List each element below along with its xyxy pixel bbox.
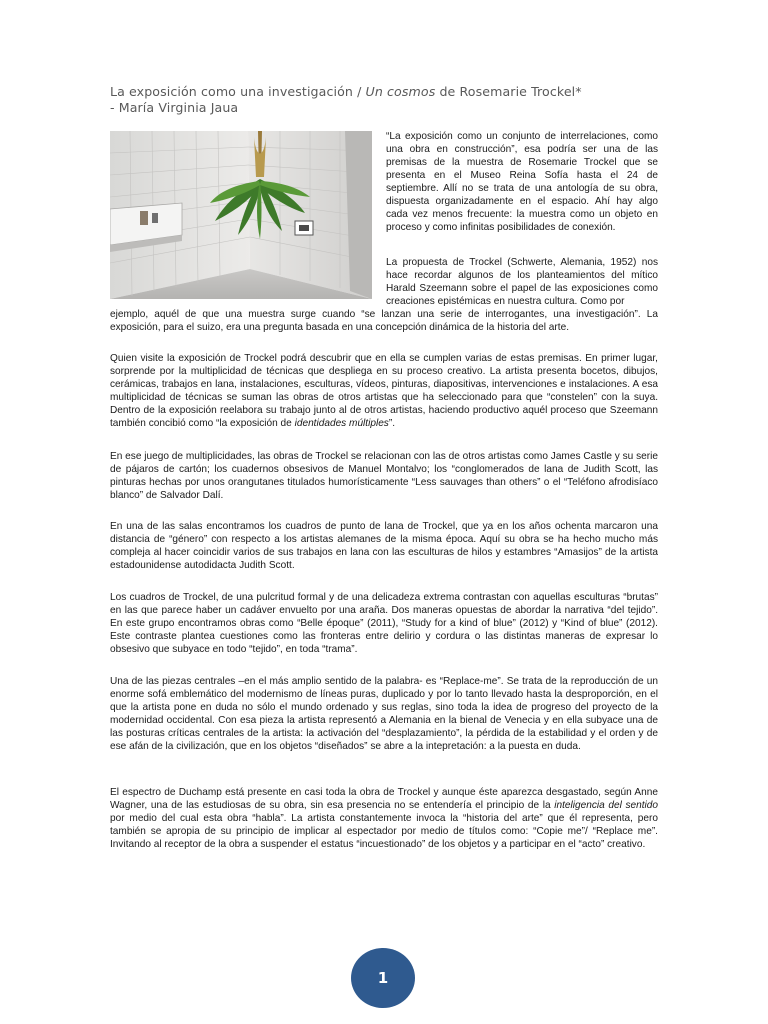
paragraph-3-end: ”. bbox=[388, 417, 396, 429]
author-line: - María Virginia Jaua bbox=[110, 100, 239, 115]
paragraph-7-block bbox=[110, 676, 658, 754]
gallery-photo-illustration bbox=[110, 131, 372, 299]
paragraph-6: Los cuadros de Trockel, de una pulcritud formal y de una delicadeza extrema contrastan con aquellas esculturas “brutas” en las que parece haber un cadáver envuelto por una araña. Dos maneras opuestas de abordar la narrativa “del tejido”. En este grupo encontramos obras como “Belle époque” (2011), “Study for a kind of blue” (2012) y “Kind of blue” (2012). Este contraste plantea cuestiones como las fronteras entre delirio y cordura o las distintas maneras de expresar lo obsesivo que subyace en todo “tejido”, en toda “trama”. bbox=[110, 592, 658, 655]
paragraph-3-block bbox=[110, 353, 658, 431]
paragraph-3-text: Quien visite la exposición de Trockel podrá descubrir que en ella se cumplen varias de estas premisas. En primer lugar, sorprende por la multiplicidad de técnicas que despliega en su proceso creativo. La artista presenta bocetos, dibujos, cerámicas, trabajos en lana, instalaciones, esculturas, vídeos, pinturas, diapositivas, intervenciones e instalaciones. A esa multiplicidad de técnicas se suman las obras de otros artistas que ha seleccionado para que “constelen” con la suya. Dentro de la exposición reelabora su trabajo junto al de otros artistas, haciendo productivo aquél proceso que Szeemann también concibió como “la exposición de bbox=[110, 353, 658, 429]
title-text-part2: de Rosemarie Trockel* bbox=[435, 84, 582, 99]
paragraph-8-italic: inteligencia del sentido bbox=[554, 799, 658, 811]
paragraph-2-right bbox=[386, 257, 658, 309]
paragraph-2-end: ejemplo, aquél de que una muestra surge cuando “se lanzan una serie de interrogantes, una investigación”. La exposición, para el suizo, era una pregunta basada en una concepción dinámica de la historia del arte. bbox=[110, 309, 658, 333]
article-title bbox=[110, 84, 670, 116]
paragraph-7: Una de las piezas centrales –en el más amplio sentido de la palabra- es “Replace-me”. Se trata de la reproducción de un enorme sofá emblemático del modernismo de líneas puras, duplicado y por lo tanto llevado hasta la desproporción, en el que la artista pone en duda no sólo el mundo ordenado y sus reglas, sino toda la idea de progreso del proyecto de la modernidad occidental. Con esa pieza la artista representó a Alemania en la bienal de Venecia y en ella subyace una de las posturas críticas centrales de la artista: la activación del “desplazamiento”, la pérdida de la estabilidad y el orden y de ese afán de la civilización, que en los objetos “diseñados” se abre a la intepretación: a la puesta en duda. bbox=[110, 676, 658, 752]
paragraph-8-block bbox=[110, 787, 658, 852]
paragraph-1: “La exposición como un conjunto de interrelaciones, como una obra en construcción”, esa podría ser una de las premisas de la muestra de Rosemarie Trockel que se presenta en el Museo Reina Sofía hasta el 24 de septiembre. Allí no se trata de una antología de su obra, dispuesta organizadamente en el espacio. Ahí hay algo cada vez menos frecuente: la muestra como un objeto en proceso y como infinitas posibilidades de conexión. bbox=[386, 131, 658, 233]
paragraph-3-italic: identidades múltiples bbox=[294, 417, 389, 429]
paragraph-5: En una de las salas encontramos los cuadros de punto de lana de Trockel, que ya en los años ochenta marcaron una distancia de “género” con respecto a los artistas alemanes de la misma época. Aquí su obra se ha hecho mucho más compleja al hacer coincidir varios de sus trabajos en lana con las esculturas de hilos y estambres “Amasijos” de la artista estadounidense autodidacta Judith Scott. bbox=[110, 521, 658, 571]
installation-photo bbox=[110, 131, 372, 299]
paragraph-6-block bbox=[110, 592, 658, 657]
paragraph-4-block bbox=[110, 451, 658, 503]
page-number: 1 bbox=[377, 969, 389, 987]
paragraph-8-text: El espectro de Duchamp está presente en casi toda la obra de Trockel y aunque éste aparezca desgastado, según Anne Wagner, una de las estudiosas de su obra, sin esa presencia no se entendería el principio de la bbox=[110, 787, 658, 811]
paragraph-2-start: La propuesta de Trockel (Schwerte, Alemania, 1952) nos hace recordar algunos de los planteamientos del mítico Harald Szeemann sobre el papel de las exposiciones como creaciones epistémicas en nuestra cultura. Como por bbox=[386, 257, 658, 307]
title-text-italic: Un cosmos bbox=[365, 84, 436, 99]
paragraph-8 bbox=[110, 787, 658, 852]
title-text-part1: La exposición como una investigación / bbox=[110, 84, 366, 99]
paragraph-4: En ese juego de multiplicidades, las obras de Trockel se relacionan con las de otros artistas como James Castle y su serie de pájaros de cartón; los cuadernos obsesivos de Manuel Montalvo; los “conglomerados de lana de Judith Scott, las pinturas hechas por unos orangutanes titulados humorísticamente “Less sauvages than others” o el “Teléfono afrodisíaco blanco” de Salvador Dalí. bbox=[110, 451, 658, 501]
paragraph-8-end: por medio del cual esta obra “habla”. La artista constantemente invoca la “historia del arte” que él representa, pero también se apropia de su principio de implicar al espectador por medio de títulos como: “Copie me”/ “Replace me”. Invitando al receptor de la obra a suspender el estatus “incuestionado” de los objetos y a participar en el “acto” creativo. bbox=[110, 812, 658, 850]
paragraph-intro bbox=[386, 131, 658, 235]
paragraph-3 bbox=[110, 353, 658, 431]
page-number-badge bbox=[351, 948, 415, 1008]
paragraph-5-block bbox=[110, 521, 658, 573]
paragraph-2-continued bbox=[110, 309, 658, 335]
